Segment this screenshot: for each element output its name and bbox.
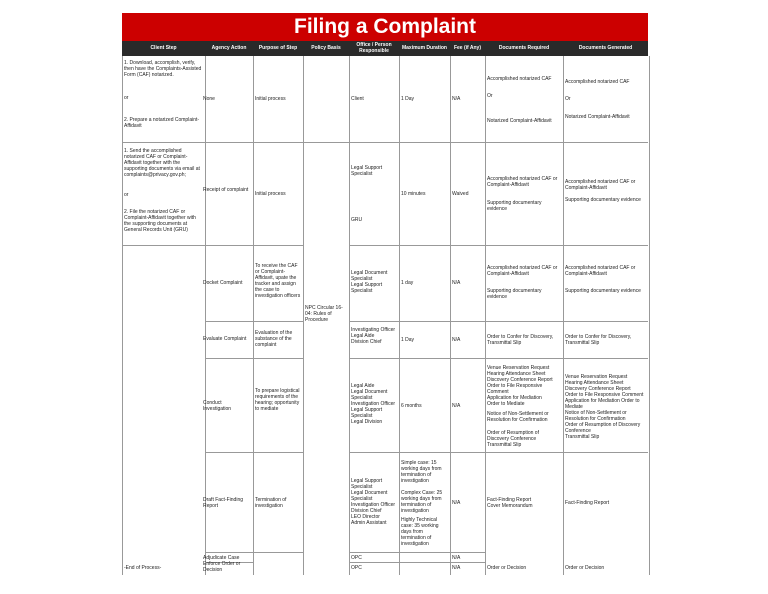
row6-purpose: Termination of investigation bbox=[255, 497, 287, 509]
row2-req-a: Accomplished notarized CAF or Complaint-Affidavit bbox=[487, 176, 558, 188]
row2-agency-action: Receipt of complaint bbox=[203, 187, 249, 193]
col-divider bbox=[349, 56, 350, 575]
row1-client-step-b: 2. Prepare a notarized Complaint-Affidavit bbox=[124, 117, 200, 129]
page-title: Filing a Complaint bbox=[122, 13, 648, 41]
row3-req-a: Accomplished notarized CAF or Complaint-Affidavit bbox=[487, 265, 558, 277]
row5-office: Legal Aide Legal Document Specialist Investigation Officer Legal Support Specialist Legal Division bbox=[351, 383, 396, 425]
row4-office: Investigating Officer Legal Aide Division Chief bbox=[351, 327, 396, 345]
row5-fee: N/A bbox=[452, 403, 461, 409]
row6-req: Fact-Finding Report Cover Memorandum bbox=[487, 497, 533, 509]
row-divider bbox=[349, 358, 648, 359]
row2-office-a: Legal Support Specialist bbox=[351, 165, 383, 177]
row5-agency-action: Conduct Investigation bbox=[203, 400, 232, 412]
row6-duration-c: Highly Technical case: 35 working days from termination of investigation bbox=[401, 517, 439, 547]
header-docs-generated: Documents Generated bbox=[578, 44, 633, 51]
table-header bbox=[122, 41, 648, 56]
row-divider bbox=[205, 358, 303, 359]
header-fee: Fee (if Any) bbox=[453, 44, 482, 51]
row-divider bbox=[205, 552, 303, 553]
row1-office: Client bbox=[351, 96, 364, 102]
header-duration: Maximum Duration bbox=[401, 44, 447, 51]
row2-req-b: Supporting documentary evidence bbox=[487, 200, 542, 212]
row7-office: OPC bbox=[351, 555, 362, 561]
row1-gen-a: Accomplished notarized CAF bbox=[565, 79, 630, 85]
row2-client-or: or bbox=[124, 192, 129, 198]
row7-fee: N/A bbox=[452, 555, 461, 561]
row3-duration: 1 day bbox=[401, 280, 414, 286]
row3-gen-b: Supporting documentary evidence bbox=[565, 288, 641, 294]
row1-req-a: Accomplished notarized CAF bbox=[487, 76, 552, 82]
row1-gen-b: Notarized Complaint-Affidavit bbox=[565, 114, 630, 120]
row5-gen: Venue Reservation Request Hearing Attendance Sheet Discovery Conference Report Order to File Responsive Comment Application for Mediation Order to Mediate Notice of Non-Settlement or Resolution for Confirmation Order of Resumption of Discovery Conference Transmittal Slip bbox=[565, 374, 644, 440]
row-divider bbox=[349, 562, 485, 563]
row6-duration-a: Simple case: 15 working days from termination of investigation bbox=[401, 460, 442, 484]
col-divider bbox=[563, 56, 564, 575]
row2-purpose: Initial process bbox=[255, 191, 286, 197]
header-purpose: Purpose of Step bbox=[258, 44, 298, 51]
header-office: Office / Person Responsible bbox=[356, 41, 392, 54]
row3-fee: N/A bbox=[452, 280, 461, 286]
row2-gen-b: Supporting documentary evidence bbox=[565, 197, 641, 203]
row-divider bbox=[349, 452, 648, 453]
header-client-step: Client Step bbox=[150, 44, 177, 51]
row3-purpose: To receive the CAF or Complaint-Affidavit, upate the tracker and assign the case to investigation officers bbox=[255, 263, 301, 299]
row3-agency-action: Docket Complaint bbox=[203, 280, 243, 286]
row-divider bbox=[122, 245, 303, 246]
row5-req-c: Order of Resumption of Discovery Conference Transmittal Slip bbox=[487, 430, 539, 448]
row1-gen-or: Or bbox=[565, 96, 571, 102]
row5-req-a: Venue Reservation Request Hearing Attendance Sheet Discovery Conference Report Order to File Responsive Comment Application for Mediation Order to Mediate bbox=[487, 365, 553, 407]
row4-fee: N/A bbox=[452, 337, 461, 343]
row8-agency-action: Enforce Order or Decision bbox=[203, 561, 241, 573]
header-docs-required: Documents Required bbox=[498, 44, 550, 51]
row1-fee: N/A bbox=[452, 96, 461, 102]
row6-agency-action: Draft Fact-Finding Report bbox=[203, 497, 244, 509]
row1-req-b: Notarized Complaint-Affidavit bbox=[487, 118, 552, 124]
col-divider bbox=[303, 56, 304, 575]
row4-req: Order to Confer for Discovery, Transmittal Slip bbox=[487, 334, 554, 346]
row2-duration: 10 minutes bbox=[401, 191, 426, 197]
row6-fee: N/A bbox=[452, 500, 461, 506]
row-divider bbox=[122, 142, 648, 143]
col-divider bbox=[450, 56, 451, 575]
row-divider bbox=[349, 321, 648, 322]
row4-agency-action: Evaluate Complaint bbox=[203, 336, 247, 342]
row-divider bbox=[205, 452, 303, 453]
row3-office: Legal Document Specialist Legal Support Specialist bbox=[351, 270, 388, 294]
row5-req-b: Notice of Non-Settlement or Resolution for Confirmation bbox=[487, 411, 549, 423]
end-of-process: -End of Process- bbox=[124, 565, 162, 571]
row-divider bbox=[349, 245, 648, 246]
row1-purpose: Initial process bbox=[255, 96, 286, 102]
row4-gen: Order to Confer for Discovery, Transmittal Slip bbox=[565, 334, 632, 346]
row2-gen-a: Accomplished notarized CAF or Complaint-Affidavit bbox=[565, 179, 636, 191]
row-divider bbox=[349, 552, 485, 553]
col-divider bbox=[253, 56, 254, 575]
row1-duration: 1 Day bbox=[401, 96, 415, 102]
row1-req-or: Or bbox=[487, 93, 493, 99]
col-divider bbox=[485, 56, 486, 575]
header-policy-basis: Policy Basis bbox=[311, 44, 341, 51]
row8-req: Order or Decision bbox=[487, 565, 527, 571]
row5-purpose: To prepare logistical requirements of the hearing; opportunity to mediate bbox=[255, 388, 300, 412]
header-agency-action: Agency Action bbox=[211, 44, 247, 51]
row5-duration: 6 months bbox=[401, 403, 422, 409]
row4-duration: 1 Day bbox=[401, 337, 415, 343]
row6-duration-b: Complex Case: 25 working days from termination of investigation bbox=[401, 490, 443, 514]
policy-basis: NPC Circular 16-04: Rules of Procedure bbox=[305, 305, 343, 323]
row2-office-b: GRU bbox=[351, 217, 363, 223]
row6-gen: Fact-Finding Report bbox=[565, 500, 610, 506]
row8-office: OPC bbox=[351, 565, 362, 571]
row4-purpose: Evaluation of the substance of the complaint bbox=[255, 330, 293, 348]
row8-fee: N/A bbox=[452, 565, 461, 571]
row-divider bbox=[205, 321, 303, 322]
row2-client-step-b: 2. File the notarized CAF or Complaint-Affidavit together with the supporting documents at General Records Unit (GRU) bbox=[124, 209, 196, 233]
row7-agency-action: Adjudicate Case bbox=[203, 555, 240, 561]
row3-req-b: Supporting documentary evidence bbox=[487, 288, 542, 300]
row3-gen-a: Accomplished notarized CAF or Complaint-Affidavit bbox=[565, 265, 636, 277]
row1-agency-action: None bbox=[203, 96, 215, 102]
row2-fee: Waived bbox=[452, 191, 469, 197]
row8-gen: Order or Decision bbox=[565, 565, 605, 571]
row2-client-step-a: 1. Send the accomplished notarized CAF or Complaint-Affidavit together with the supporting documents via email at complaints@privacy.gov.ph; bbox=[124, 148, 200, 178]
row6-office: Legal Support Specialist Legal Document Specialist Investigation Officer Division Chief LEO Director Admin Assistant bbox=[351, 478, 396, 526]
col-divider bbox=[399, 56, 400, 575]
row1-client-step-a: 1. Download, accomplish, verify, then have the Complaints-Assisted Form (CAF) notarized. bbox=[124, 60, 202, 78]
row1-client-or: or bbox=[124, 95, 129, 101]
